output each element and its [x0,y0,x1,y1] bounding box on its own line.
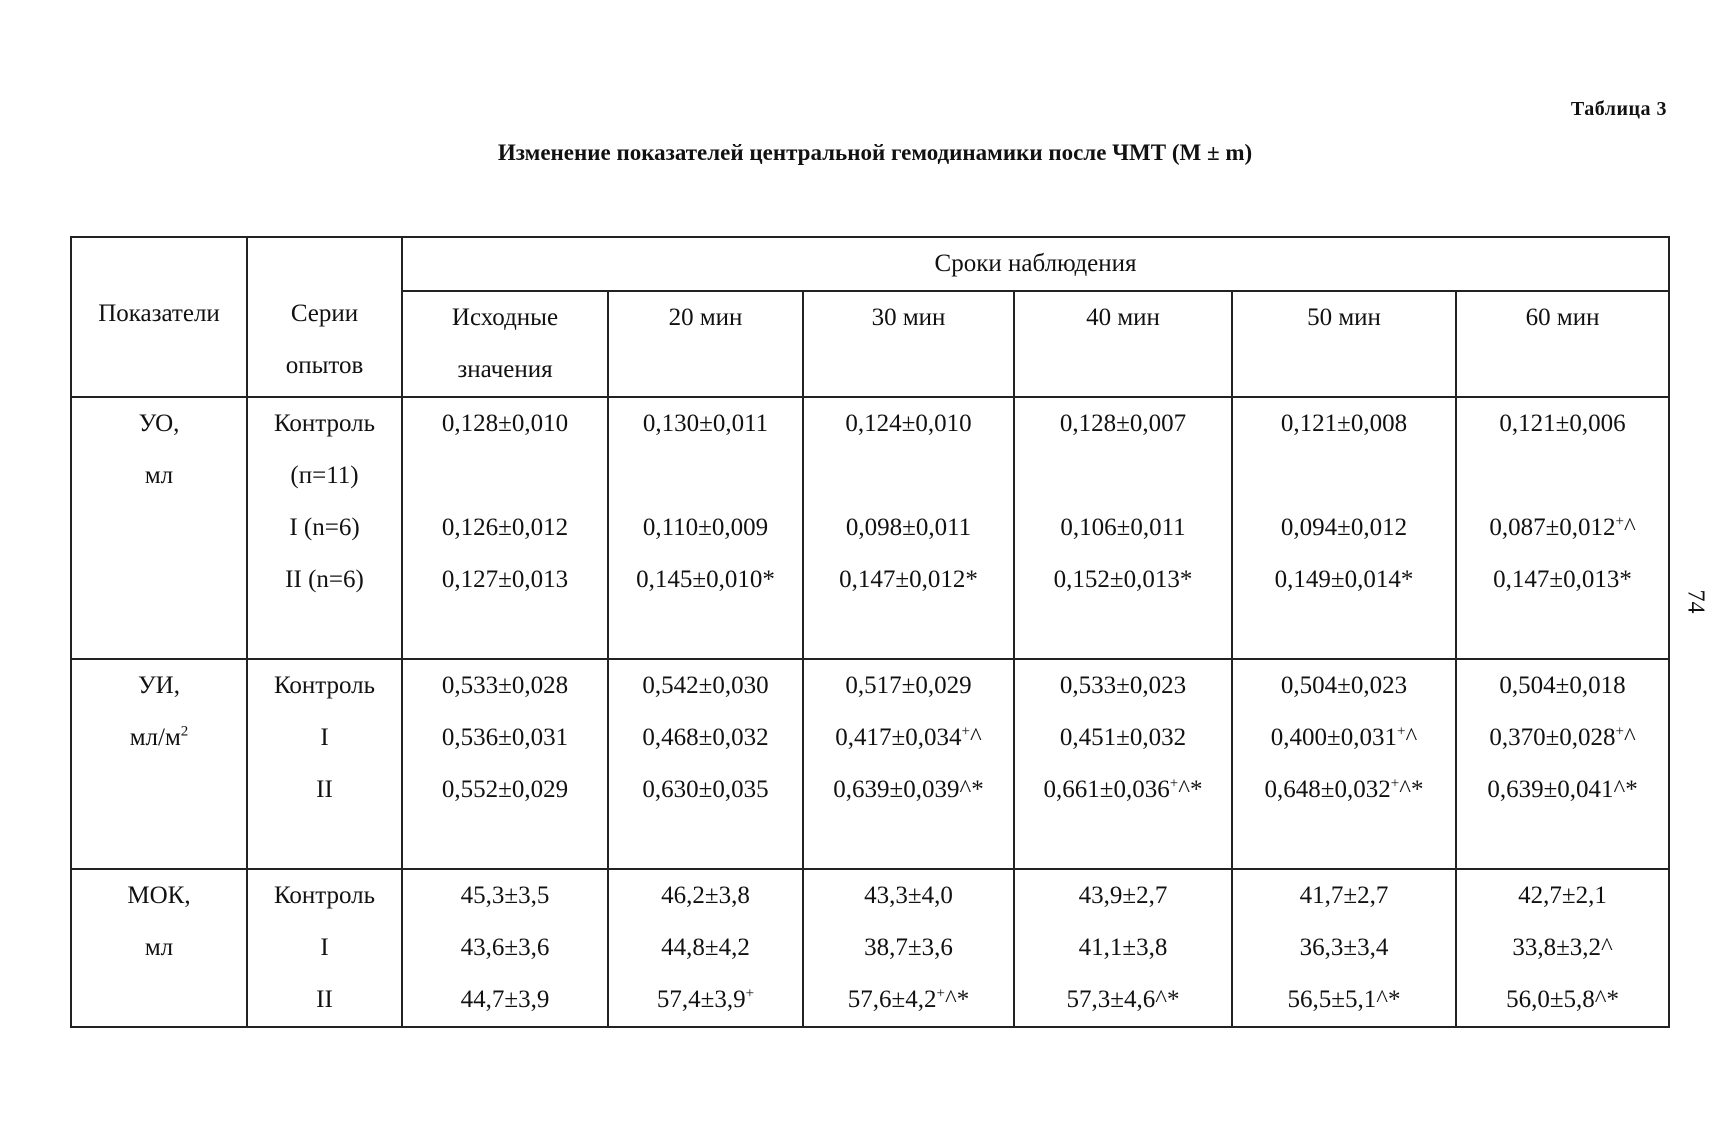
value-text: 0,451±0,032 [1059,724,1187,751]
value-line [1457,554,1668,606]
indicator-unit-line [72,922,246,974]
header-20min-label: 20 мин [668,304,743,331]
value-line [1233,764,1455,816]
row-spacer [403,450,607,502]
significance-marker: ^ [1624,514,1636,541]
value-cell [1014,659,1232,869]
value-line [609,870,802,922]
value-text: 33,8±3,2^ [1512,934,1613,961]
series-cell [247,659,402,869]
header-30min-label: 30 мин [871,304,946,331]
value-cell [1232,659,1456,869]
series-label: II [316,986,333,1013]
value-line [403,974,607,1026]
significance-superscript: + [1390,775,1400,792]
header-baseline-line1: Исходные [451,304,559,331]
value-text: 0,648±0,032 [1264,776,1391,803]
value-cell [1232,869,1456,1027]
value-text: 0,147±0,012* [839,566,978,593]
value-line [403,922,607,974]
value-line [804,712,1013,764]
page-number: 74 [1682,589,1709,614]
value-text: 0,417±0,034 [835,724,962,751]
header-series-line1: Серии [290,300,359,327]
value-text: 45,3±3,5 [460,882,550,909]
value-line [403,398,607,450]
value-text: 44,7±3,9 [460,986,550,1013]
value-line [403,502,607,554]
value-line [1233,398,1455,450]
value-line [609,502,802,554]
series-label: I [320,934,329,961]
value-text: 0,152±0,013* [1053,566,1193,593]
value-line [609,554,802,606]
series-cell [247,397,402,659]
significance-superscript: + [1615,513,1625,530]
value-text: 41,7±2,7 [1299,882,1389,909]
indicator-unit-superscript: 2 [180,723,189,740]
value-line [804,764,1013,816]
value-line [1457,502,1668,554]
value-line [1015,764,1231,816]
value-text: 0,533±0,023 [1059,672,1187,699]
series-label: I [320,724,329,751]
header-indicators-label: Показатели [98,300,220,327]
value-text: 0,128±0,007 [1059,410,1187,437]
value-line [1015,712,1231,764]
value-line [609,398,802,450]
header-60min-label: 60 мин [1525,304,1600,331]
value-text: 0,145±0,010* [636,566,775,593]
indicator-name: УО, [138,410,180,437]
significance-marker: ^* [1399,776,1424,803]
value-text: 43,6±3,6 [460,934,550,961]
value-line [804,398,1013,450]
value-line [1457,870,1668,922]
value-line [609,974,802,1026]
header-50min [1232,291,1456,397]
significance-marker: ^* [1178,776,1203,803]
value-line [1233,922,1455,974]
value-text: 43,9±2,7 [1078,882,1168,909]
value-line [1233,712,1455,764]
value-text: 0,542±0,030 [642,672,769,699]
value-cell [402,397,608,659]
value-line [403,870,607,922]
value-line [1457,974,1668,1026]
value-line [1015,922,1231,974]
indicator-name-cell [71,869,247,1027]
value-line [1015,974,1231,1026]
value-text: 0,533±0,028 [441,672,569,699]
value-cell [1014,397,1232,659]
header-timepoints-group: Сроки наблюдения [402,237,1669,291]
value-cell [402,659,608,869]
value-cell [1232,397,1456,659]
value-line [1015,870,1231,922]
indicator-unit-line [72,712,246,764]
significance-superscript: + [1615,723,1625,740]
series-label: Контроль [273,672,376,699]
value-text: 0,124±0,010 [845,410,972,437]
value-line [804,554,1013,606]
significance-superscript: + [936,985,945,1002]
indicator-name: УИ, [137,672,180,699]
value-line [403,712,607,764]
value-text: 0,504±0,023 [1280,672,1408,699]
value-line [403,660,607,712]
row-spacer [1233,450,1455,502]
row-spacer [1457,450,1668,502]
value-line [1015,660,1231,712]
indicator-name: МОК, [127,882,191,909]
value-line [403,554,607,606]
value-text: 0,517±0,029 [845,672,972,699]
header-baseline [402,291,608,397]
value-text: 0,661±0,036 [1043,776,1170,803]
value-text: 0,130±0,011 [642,410,769,437]
indicator-unit: мл [144,462,174,489]
value-cell [1014,869,1232,1027]
series-label: Контроль [273,882,376,909]
value-text: 38,7±3,6 [864,934,953,961]
value-cell [402,869,608,1027]
header-20min [608,291,803,397]
value-text: 0,639±0,041^* [1487,776,1638,803]
value-line [609,922,802,974]
header-indicators [71,237,247,397]
value-line [1015,554,1231,606]
row-spacer [609,450,802,502]
value-text: 46,2±3,8 [661,882,750,909]
table-body [71,397,1669,1027]
significance-marker: ^ [1405,724,1418,751]
value-text: 56,0±5,8^* [1506,986,1620,1013]
value-line [1015,398,1231,450]
header-40min [1014,291,1232,397]
value-text: 0,087±0,012 [1489,514,1616,541]
value-text: 0,400±0,031 [1270,724,1398,751]
value-text: 57,6±4,2 [847,986,937,1013]
value-text: 57,3±4,6^* [1066,986,1180,1013]
value-text: 0,121±0,006 [1499,410,1626,437]
value-line [1457,398,1668,450]
value-line [804,922,1013,974]
value-line [1233,660,1455,712]
value-text: 0,147±0,013* [1493,566,1632,593]
value-line [804,974,1013,1026]
series-label: II (n=6) [285,566,364,593]
value-cell [803,869,1014,1027]
row-spacer [804,450,1013,502]
value-cell [803,397,1014,659]
table-label: Таблица 3 [1570,98,1667,120]
indicator-unit: мл/м [129,724,181,751]
table-title: Изменение показателей центральной гемодинамики после ЧМТ (M ± m) [497,140,1253,165]
value-text: 57,4±3,9 [656,986,746,1013]
value-text: 0,630±0,035 [642,776,769,803]
significance-marker: ^ [1624,724,1636,751]
series-label: Контроль [273,410,376,437]
significance-marker: ^* [944,986,970,1013]
value-text: 44,8±4,2 [661,934,750,961]
value-line [403,764,607,816]
row-spacer [1015,450,1231,502]
series-label: I (n=6) [289,514,360,541]
value-text: 0,552±0,029 [441,776,569,803]
indicator-block-row [71,659,1669,869]
header-series-line2: опытов [285,352,364,379]
significance-superscript: + [961,723,970,740]
value-text: 43,3±4,0 [864,882,953,909]
value-cell [608,869,803,1027]
value-text: 41,1±3,8 [1078,934,1168,961]
significance-superscript: + [1169,775,1179,792]
value-line [609,712,802,764]
value-line [1457,660,1668,712]
value-text: 0,468±0,032 [642,724,769,751]
value-line [1015,502,1231,554]
value-text: 0,504±0,018 [1499,672,1626,699]
value-text: 0,639±0,039^* [833,776,984,803]
value-text: 0,110±0,009 [642,514,769,541]
header-series [247,237,402,397]
series-cell [247,869,402,1027]
header-60min [1456,291,1669,397]
value-line [804,870,1013,922]
value-cell [803,659,1014,869]
value-line [1457,922,1668,974]
header-40min-label: 40 мин [1086,304,1160,331]
value-text: 42,7±2,1 [1518,882,1607,909]
series-label: II [316,776,333,803]
value-line [804,660,1013,712]
indicator-unit-line [72,450,246,502]
value-text: 36,3±3,4 [1299,934,1389,961]
indicator-name-cell [71,397,247,659]
significance-superscript: + [745,985,755,1002]
value-cell [1456,869,1669,1027]
header-baseline-line2: значения [457,356,553,383]
significance-marker: ^ [969,724,982,751]
value-text: 0,126±0,012 [441,514,569,541]
value-text: 0,370±0,028 [1489,724,1616,751]
value-cell [608,659,803,869]
value-line [1233,554,1455,606]
header-50min-label: 50 мин [1307,304,1381,331]
value-line [609,764,802,816]
indicator-block-row [71,397,1669,659]
value-text: 0,149±0,014* [1274,566,1414,593]
hemodynamics-table [70,236,1670,1028]
indicator-unit: мл [144,934,174,961]
significance-superscript: + [1397,723,1406,740]
value-line [804,502,1013,554]
value-text: 0,128±0,010 [441,410,569,437]
value-text: 56,5±5,1^* [1287,986,1401,1013]
value-text: 0,121±0,008 [1280,410,1408,437]
value-line [1233,870,1455,922]
header-30min [803,291,1014,397]
value-text: 0,094±0,012 [1280,514,1408,541]
value-cell [1456,659,1669,869]
indicator-name-cell [71,659,247,869]
value-line [1233,502,1455,554]
value-line [1457,764,1668,816]
value-cell [608,397,803,659]
value-cell [1456,397,1669,659]
indicator-block-row [71,869,1669,1027]
value-line [1457,712,1668,764]
value-text: 0,536±0,031 [441,724,569,751]
value-line [1233,974,1455,1026]
series-sample-size: (п=11) [290,462,359,489]
value-text: 0,106±0,011 [1060,514,1186,541]
value-text: 0,098±0,011 [845,514,972,541]
value-text: 0,127±0,013 [441,566,569,593]
value-line [609,660,802,712]
